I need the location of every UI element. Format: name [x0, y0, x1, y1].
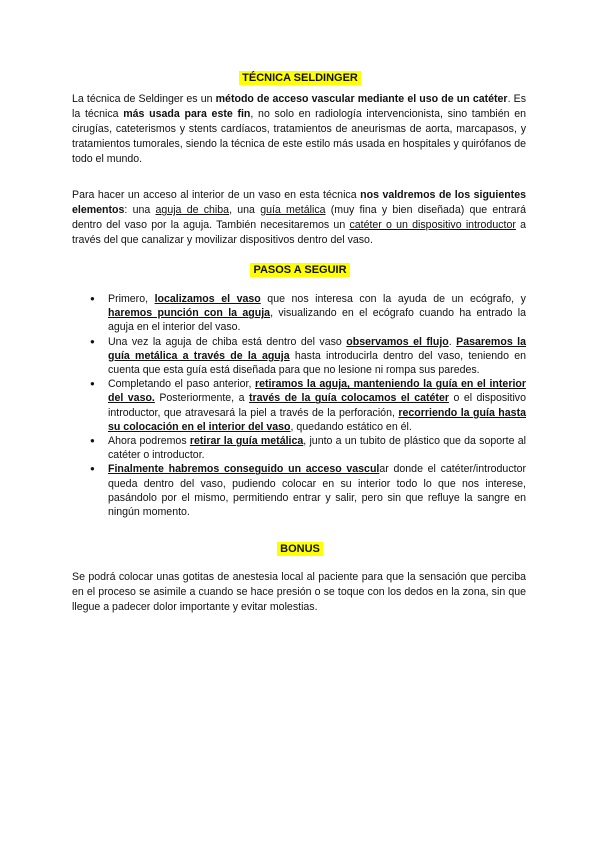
- underlined-text: guía metálica: [260, 204, 326, 216]
- bold-text: método de acceso vascular mediante el uso de un catéter: [215, 93, 508, 105]
- list-item: ● Completando el paso anterior, retiramos la aguja, manteniendo la guía en el interior del vaso. Posteriormente, a través de la guía colocamos el catéter o el dispositivo introductor, que atravesará la piel a través de la perforación, recorriendo la guía hasta su colocación en el interior del vaso, quedando estático en él.: [90, 377, 526, 434]
- list-item: ● Ahora podremos retirar la guía metálica, junto a un tubito de plástico que da soporte al catéter o introductor.: [90, 434, 526, 462]
- underlined-text: aguja de chiba: [155, 204, 230, 216]
- steps-list: [90, 292, 526, 519]
- title-highlight: TÉCNICA SELDINGER: [239, 71, 361, 85]
- document-title: [0, 72, 600, 84]
- bonus-heading: BONUS: [0, 543, 600, 555]
- bold-text: nos valdremos de los siguientes elementos: [72, 189, 526, 216]
- list-item: ● Primero, localizamos el vaso que nos interesa con la ayuda de un ecógrafo, y haremos punción con la aguja, visualizando en el ecógrafo cuando ha entrado la aguja en el interior del vaso.: [90, 292, 526, 335]
- steps-heading: PASOS A SEGUIR: [0, 264, 600, 276]
- bonus-paragraph: Se podrá colocar unas gotitas de anestesia local al paciente para que la sensación que perciba en el proceso se asimile a cuando se hace presión o se toque con los dedos en la zona, sin que llegue a padecer dolor importante y evitar molestias.: [72, 571, 526, 613]
- intro-paragraph-1: La técnica de Seldinger es un método de acceso vascular mediante el uso de un catéter. Es la técnica más usada para este fin, no solo en radiología intervencionista, sino también en cirugías, cateterismos y stents cardíacos, tratamientos de aneurismas de aorta, marcapasos, y tratamientos tumorales, siendo la técnica de este estilo más usada en hospitales y quirófanos de todo el mundo.: [72, 93, 526, 165]
- list-item: ● Una vez la aguja de chiba está dentro del vaso observamos el flujo. Pasaremos la guía metálica a través de la aguja hasta introducirla dentro del vaso, teniendo en cuenta que esta guía está diseñada para que no lesione ni rompa sus paredes.: [90, 335, 526, 378]
- underlined-text: catéter o un dispositivo introductor: [349, 219, 516, 231]
- intro-paragraph-2: Para hacer un acceso al interior de un vaso en esta técnica nos valdremos de los siguientes elementos: una aguja de chiba, una guía metálica (muy fina y bien diseñada) que entrará dentro del vaso por la aguja. También necesitaremos un catéter o un dispositivo introductor a través del que canalizar y movilizar dispositivos dentro del vaso.: [72, 189, 526, 246]
- bold-text: más usada para este fin: [123, 108, 251, 120]
- list-item: ● Finalmente habremos conseguido un acceso vascular donde el catéter/introductor queda dentro del vaso, pudiendo colocar en su interior todo lo que nos interese, pasándolo por el mismo, permitiendo entrar y salir, pero sin que refluye la sangre en ningún momento.: [90, 462, 526, 519]
